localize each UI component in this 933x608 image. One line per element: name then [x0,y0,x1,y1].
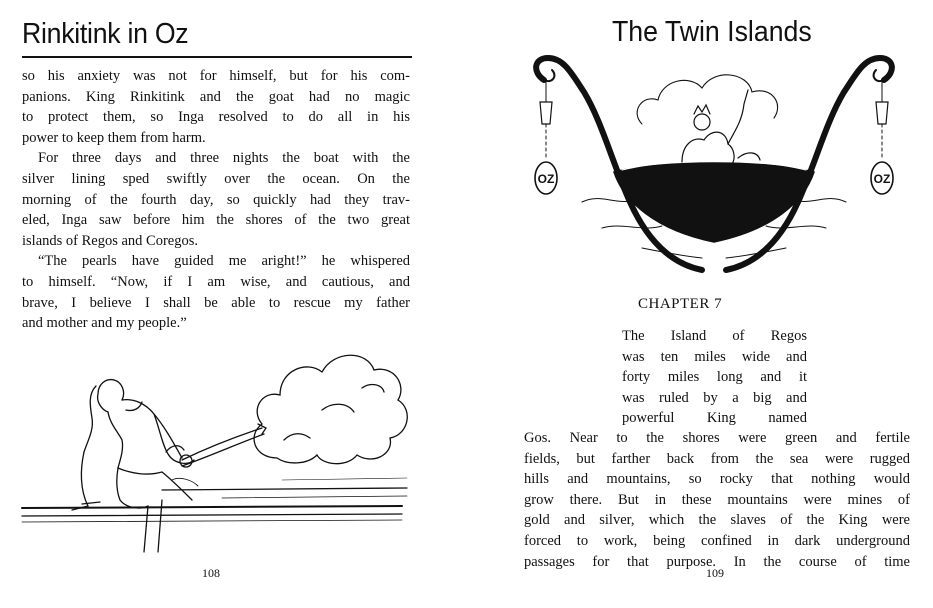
text-line: to protect them, so Inga resolved to do all in his [22,109,410,126]
right-body-text-wide [524,428,910,572]
text-line: so his anxiety was not for himself, but for his com- [22,68,410,84]
text-line: eled, Inga saw before him the shores of the two great [22,212,410,229]
inga-boat-illustration [22,340,412,555]
text-line: was ten miles wide and [622,348,807,365]
text-line: The Island of Regos [622,328,807,344]
text-line: Gos. Near to the shores were green and fertile [524,430,910,446]
chapter-label: CHAPTER 7 [638,296,723,312]
chapter-ornament-illustration [522,52,906,282]
right-body-text-narrow [622,326,807,429]
text-line: fields, but farther back from the sea were rugged [524,450,910,467]
page-number-right: 109 [706,566,724,580]
left-body-text [22,66,410,334]
text-line: brave, I believe I shall be able to rescue my father [22,294,410,311]
text-line: hills and mountains, so rocky that nothing would [524,471,910,488]
page-number-left: 108 [202,566,220,580]
text-line: to himself. “Now, if I am wise, and cautious, and [22,273,410,290]
header-rule [22,56,412,58]
text-line: power to keep them from harm. [22,129,206,146]
running-head-left: Rinkitink in Oz [22,18,189,50]
left-page [0,0,440,608]
text-line: passages for that purpose. In the course of time [524,553,910,570]
text-line: powerful King named [622,410,807,427]
oz-monogram-left: OZ [537,172,555,186]
text-line: For three days and three nights the boat with the [38,150,410,167]
text-line: forty miles long and it [622,369,807,386]
running-head-right: The Twin Islands [612,16,812,48]
right-page [466,0,933,608]
text-line: gold and silver, which the slaves of the King were [524,512,910,529]
text-line: was ruled by a big and [622,389,807,406]
text-line: “The pearls have guided me aright!” he whispered [38,253,410,270]
text-line: morning of the fourth day, so quickly had they trav- [22,191,410,208]
oz-monogram-right: OZ [873,172,891,186]
text-line: forced to work, being confined in dark underground [524,532,910,549]
text-line: panions. King Rinkitink and the goat had no magic [22,88,410,105]
text-line: and mother and my people.” [22,315,187,332]
text-line: grow there. But in these mountains were mines of [524,491,910,508]
text-line: islands of Regos and Coregos. [22,232,198,249]
text-line: silver lining sped swiftly over the ocean. On the [22,170,410,187]
